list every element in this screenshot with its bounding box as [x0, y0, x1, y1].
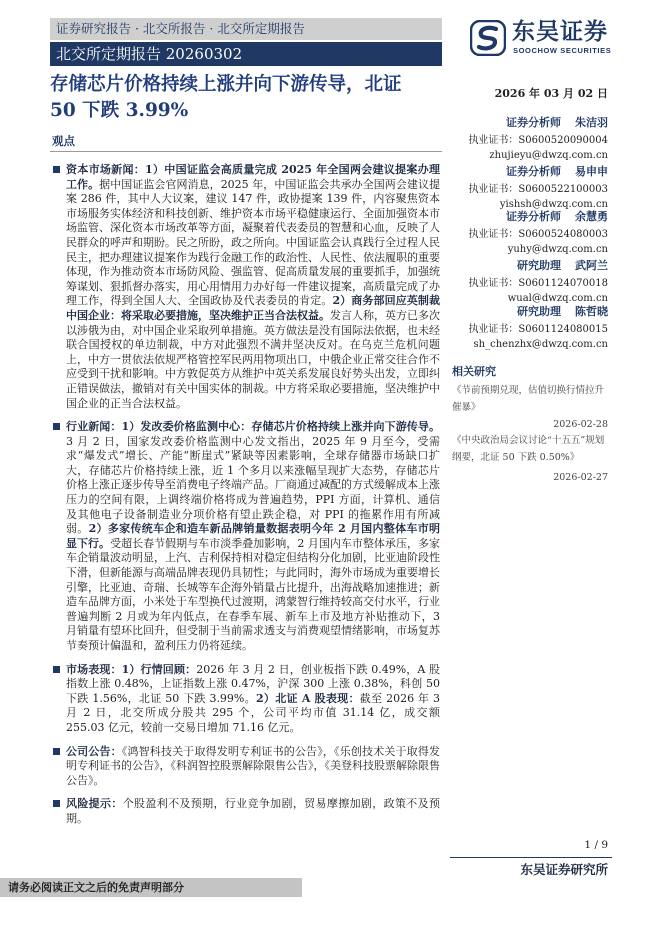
logo-company-name: 东吴证券 — [512, 18, 608, 45]
report-date: 2026 年 03 月 02 日 — [494, 87, 608, 100]
analyst-role: 研究助理 — [517, 305, 561, 318]
related-research-date: 2026-02-28 — [553, 419, 608, 430]
analyst-email: yuhy@dwzq.com.cn — [507, 244, 608, 255]
analyst-role: 证券分析师 — [506, 116, 561, 129]
viewpoint-text: 3 月 2 日，国家发改委价格监测中心发文指出，2025 年 9 月至今，受需求“爆发式”增长、产能“断崖式”紧缺等因素影响，全球存储器市场缺口扩大，存储芯片价格持续上涨，近 1 个多月以来涨幅呈现扩大态势，存储芯片价格上涨正逐步传导至消费电子终端产品。厂商通过减配的方式缓解成本上涨压力的空间有限，上调终端价格将成为普遍趋势，PPI 方面，计算机、通信及其他电子设备制造业分项价格有望止跌企稳，对 PPI 的拖累作用有所减弱。 — [66, 434, 440, 536]
analyst-email: sh_chenzhx@dwzq.com.cn — [473, 339, 608, 350]
viewpoint-bold-text: 2）商务部回应英制裁中国企业：将采取必要措施，坚决维护正当合法权益。 — [66, 294, 441, 322]
analyst-role: 研究助理 — [517, 259, 561, 272]
viewpoint-bold-text: 行业新闻：1）发改委价格监测中心：存储芯片价格持续上涨并向下游传导。 — [66, 420, 440, 434]
analyst-card — [450, 164, 608, 212]
bullet-square-icon — [53, 800, 60, 807]
analyst-card — [450, 258, 608, 306]
viewpoint-heading: 观点 — [52, 134, 75, 148]
report-type-bar — [50, 42, 442, 66]
viewpoint-capital-market-news — [52, 163, 440, 411]
analyst-certificate: 执业证书：S0601124080015 — [468, 324, 608, 335]
analyst-name: 余慧勇 — [575, 210, 608, 223]
related-research-title[interactable]: 《节前预期兑现，估值切换行情拉升催暴》 — [452, 385, 605, 413]
analyst-certificate: 执业证书：S0600520090004 — [468, 135, 608, 146]
analyst-title — [506, 164, 608, 180]
analyst-name: 武阿兰 — [575, 259, 608, 272]
disclaimer-bar — [0, 878, 302, 897]
analyst-card — [450, 209, 608, 257]
viewpoint-text: 发言人称，英方已多次以涉俄为由，对中国企业采取列单措施。英方做法是没有国际法依据，也未经联合国授权的单边制裁，中方对此强烈不满并坚决反对。在乌克兰危机问题上，中方一贯依法依规严格管控军民两用物项出口，中俄企业正常交往合作不应受到干扰和影响。中方敦促英方从维护中英关系发展良好势头出发，立即纠正错误做法，撤销对有关中国实体的制裁。中方将采取必要措施，坚决维护中国企业的正当合法权益。 — [66, 308, 440, 410]
institute-name: 东吴证券研究所 — [520, 862, 608, 877]
report-title — [50, 72, 450, 124]
analyst-email: zhujieyu@dwzq.com.cn — [489, 150, 608, 161]
report-title-line-1: 存储芯片价格持续上涨并向下游传导，北证 — [50, 74, 402, 95]
analyst-title — [506, 209, 608, 225]
viewpoint-text: 截至 2026 年 3 月 2 日，北交所成分股共 295 个，公司平均市值 31.14 亿，成交额 255.03 亿元，较前一交易日增加 71.16 亿元。 — [66, 691, 441, 734]
viewpoint-bold-text: 2）多家传统车企和造车新品牌销量数据表明今年 2 月国内整体车市明显下行。 — [66, 522, 440, 550]
footer-divider — [450, 857, 612, 858]
viewpoint-list — [52, 163, 440, 836]
analyst-certificate: 执业证书：S0601124070018 — [468, 278, 608, 289]
analyst-role: 证券分析师 — [506, 210, 561, 223]
bullet-square-icon — [53, 166, 60, 173]
bullet-square-icon — [53, 666, 60, 673]
analyst-name: 陈哲晓 — [575, 305, 608, 318]
viewpoint-bold-text: 2）北证 A 股表现： — [255, 691, 360, 705]
disclaimer-text: 请务必阅读正文之后的免责声明部分 — [8, 881, 184, 894]
analyst-title — [517, 304, 608, 320]
analyst-title — [517, 258, 608, 274]
page-number: 1 / 9 — [584, 839, 608, 851]
viewpoint-market-performance — [52, 663, 440, 736]
viewpoint-bold-text: 风险提示： — [66, 797, 123, 811]
bullet-square-icon — [53, 423, 60, 430]
analyst-email: yishsh@dwzq.com.cn — [499, 199, 608, 210]
viewpoint-bold-text: 资本市场新闻：1）中国证监会高质量完成 2025 年全国两会建议提案办理工作。 — [66, 163, 440, 191]
report-type-text: 北交所定期报告 20260302 — [56, 45, 243, 63]
analyst-certificate: 执业证书：S0600522100003 — [468, 184, 608, 195]
bullet-square-icon — [53, 748, 60, 755]
viewpoint-divider — [50, 151, 442, 152]
viewpoint-text: 《鸿智科技关于取得发明专利证书的公告》，《乐创技术关于取得发明专利证书的公告》，《科润智控股票解除限售公告》，《美登科技股票解除限售公告》。 — [66, 744, 441, 787]
report-title-line-2: 50 下跌 3.99% — [50, 100, 189, 121]
logo-english-name: SOOCHOW SECURITIES — [513, 46, 612, 55]
analyst-certificate: 执业证书：S0600524080003 — [468, 229, 608, 240]
related-research-date: 2026-02-27 — [553, 472, 608, 483]
report-series-text: 证券研究报告 · 北交所报告 · 北交所定期报告 — [56, 21, 305, 36]
analyst-title — [506, 115, 608, 131]
viewpoint-risk-warning — [52, 797, 440, 826]
soochow-logo-icon — [470, 20, 506, 56]
analyst-role: 证券分析师 — [506, 165, 561, 178]
analyst-email: wual@dwzq.com.cn — [507, 293, 608, 304]
related-research-heading: 相关研究 — [452, 365, 496, 378]
analyst-card — [450, 115, 608, 163]
viewpoint-text: 据中国证监会官网消息，2025 年，中国证监会共承办全国两会建议提案 286 件，其中人大议案，建议 147 件，政协提案 139 件，内容聚焦资本市场服务实体经济和科技创新、维护资本市场平稳健康运行、全面加强资本市场监管、深化资本市场改革等方面，凝聚着代表委员的智慧和心血，反映了人民群众的呼声和期盼。民之所盼，政之所向。中国证监会认真践行全过程人民民主，把办理建议提案作为践行金融工作的政治性、人民性、依法履职的重要体现，作为推动资本市场防风险、强监管、促高质量发展的重要抓手，加强统筹谋划、狠抓督办落实，用心用情用力办好每一件建议提案，高质量完成了办理工作，得到全国人大、全国政协及代表委员的肯定。 — [66, 177, 440, 308]
viewpoint-text: 受超长春节假期与车市淡季叠加影响，2 月国内车市整体承压，多家车企销量波动明显，上汽、吉利保持相对稳定但结构分化加剧，比亚迪阶段性下滑，但新能源与高端品牌表现仍具韧性；与此同时，海外市场成为重要增长引擎，比亚迪、奇瑞、长城等车企海外销量占比提升，出海战略加速推进；新造车品牌方面，小米处于车型换代过渡期，鸿蒙智行维持较高交付水平，行业普遍判断 2 月或为年内低点，在春季车展、新车上市及地方补贴推动下，3 月销量有望环比回升，但受制于当前需求透支与消费观望情绪影响，市场复苏节奏预计偏温和，盈利压力仍将延续。 — [66, 536, 440, 652]
viewpoint-text: 2026 年 3 月 2 日，创业板指下跌 0.49%，A 股指数上涨 0.48%，上证指数上涨 0.47%，沪深 300 上涨 0.38%，科创 50 下跌 1.56%，北证 50 下跌 3.99%。 — [66, 662, 440, 705]
related-research-title[interactable]: 《中央政治局会议讨论“十五五”规划纲要，北证 50 下跌 0.50%》 — [452, 435, 605, 463]
viewpoint-industry-news — [52, 420, 440, 654]
analyst-name: 朱洁羽 — [575, 116, 608, 129]
analyst-card — [450, 304, 608, 352]
report-series-bar — [50, 18, 442, 40]
viewpoint-bold-text: 公司公告： — [66, 744, 122, 758]
viewpoint-text: 个股盈利不及预期，行业竞争加剧，贸易摩擦加剧，政策不及预期。 — [66, 797, 440, 825]
viewpoint-company-announcements — [52, 745, 440, 789]
viewpoint-bold-text: 市场表现：1）行情回顾： — [66, 662, 197, 676]
analyst-name: 易申申 — [575, 165, 608, 178]
